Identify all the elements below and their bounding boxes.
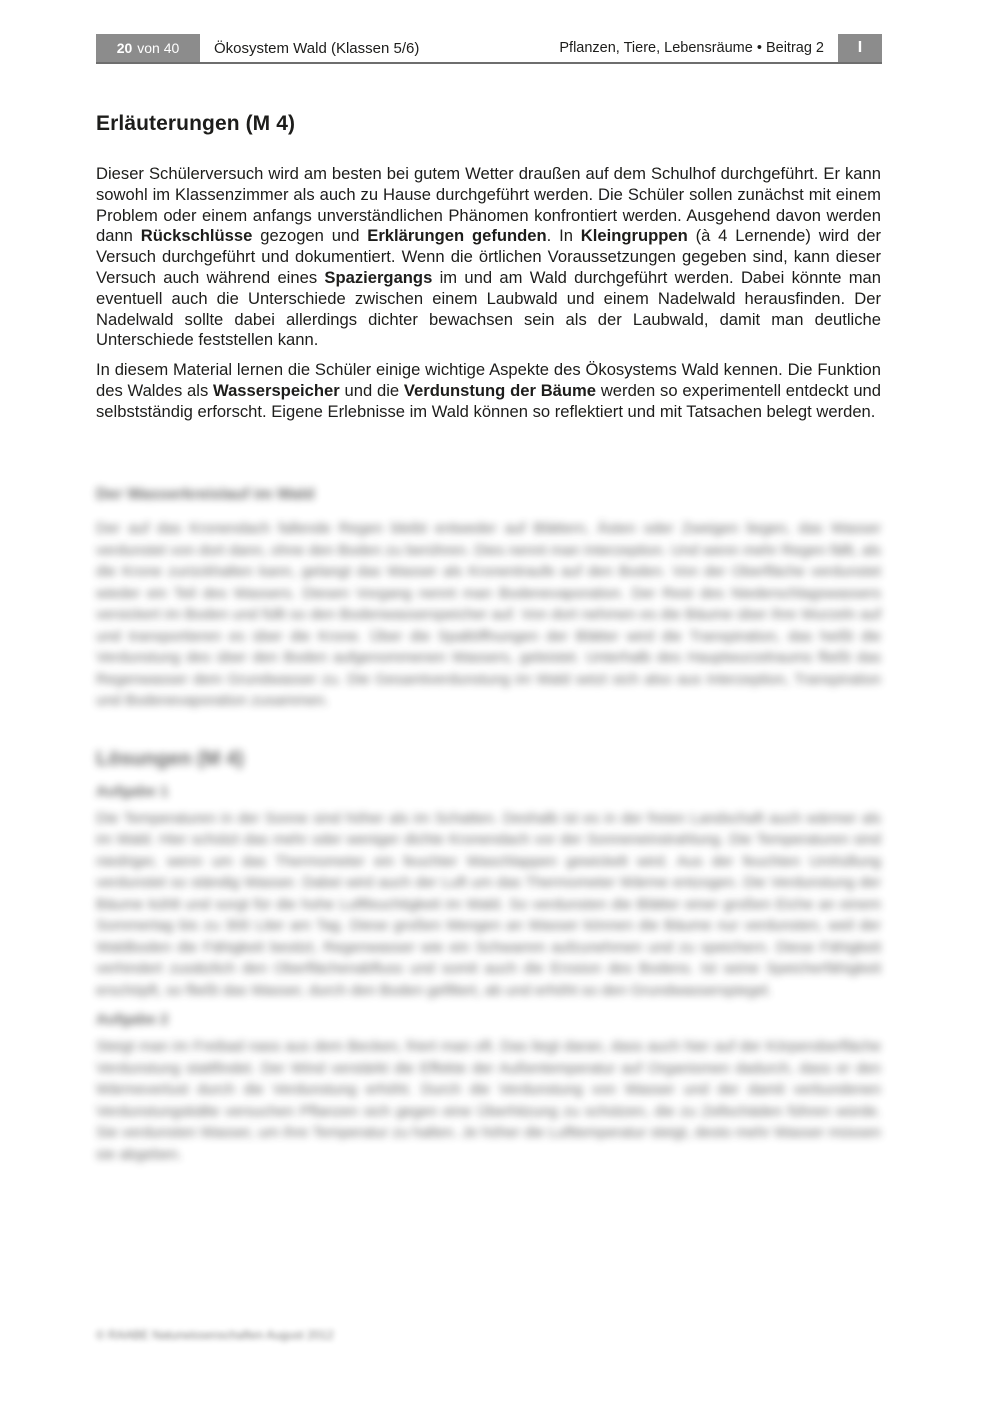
blurred-paragraph: Der auf das Kronendach fallende Regen bleibt entweder auf Blättern, Ästen oder Zweigen liegen, das Wasser verdunstet von dort dann, ohne den Boden zu berühren. Dies nennt man Interzeption. Und wenn mehr Regen fällt, als die Krone zurückhalten kann, gelangt das Wasser als Kronentraufe auf den Boden. Von der Oberfläche verdunstet wieder ein Teil des Wassers. Diesen Vorgang nennt man Bodenevaporation. Der Rest des Niederschlagswassers versickert im Boden und füllt so den Bodenwasserspeicher auf. Von dort nehmen es die Bäume über ihre Wurzeln auf und transportieren es über die Krone. Über die Spaltöffnungen der Blätter wird die Transpiration, das heißt die Verdunstung des über den Boden aufgenommenen Wassers, geleistet. Unterhalb des Hauptwurzelraums fließt das Regenwasser dem Grundwasser zu. Die Gesamtverdunstung im Wald setzt sich also aus Interzeption, Transpiration und Bodenevaporation zusammen. <box>96 520 881 709</box>
task-2-text: Steigt man im Freibad nass aus dem Becken, friert man oft. Das liegt daran, dass auch hier auf der Körperoberfläche Verdunstung stattfindet. Der Wind verstärkt die Effekte der Außentemperatur auf Organismen dadurch, dass er den Wärmeverlust durch die Verdunstung erhöht. Durch die Verdunstung von Wasser und der damit verbundenen Verdunstungskälte versuchen Pflanzen sich gegen eine Überhitzung zu schützen, die zu Zellschäden führen würde. Sie verdunsten Wasser, um ihre Temperatur zu halten. Je höher die Lufttemperatur steigt, desto mehr Wasser müssen sie abgeben. <box>96 1038 881 1163</box>
text-run: und die <box>339 380 404 400</box>
page-footer: © RAABE Naturwissenschaften August 2012 <box>96 1328 334 1342</box>
blurred-subheading: Der Wasserkreislauf im Wald <box>96 486 315 503</box>
paragraph-2 <box>96 360 881 422</box>
paragraph-1 <box>96 164 881 351</box>
page-total: von 40 <box>137 40 180 56</box>
text-run: werden so experimentell entdeckt und selbstständig erforscht. Eigene Erlebnisse im Wald können so reflektiert und mit Tatsachen belegt werden. <box>96 380 882 421</box>
task-1-text: Die Temperaturen in der Sonne sind höher als im Schatten. Deshalb ist es in der freien Landschaft auch wärmer als im Wald. Hier schützt das mehr oder weniger dichte Kronendach vor der Sonneneinstrahlung. Die Temperaturen sind niedriger, wenn um das Thermometer ein feuchter Waschlappen gewickelt wird. Aus der feuchten Umhüllung verdunstet so ständig Wasser. Dabei wird auch der Luft um das Thermometer Wärme entzogen. Die Verdunstung der Bäume kühlt und sorgt für die hohe Luftfeuchtigkeit im Wald. So verdunsten die Blätter einer großen Eiche an einem Sommertag bis zu 300 Liter am Tag. Diese großen Mengen an Wasser können die Bäume nur verdunsten, weil der Waldboden die Fähigkeit besitzt, Regenwasser wie ein Schwamm aufzunehmen und zu speichern. Diese Fähigkeit verhindert zusätzlich den Oberflächenabfluss und somit auch die Erosion des Bodens. Ist seine Speicherfähigkeit erschöpft, so fließt das Wasser, durch den Boden gefiltert, ab und erhöht so den Grundwasserspiegel. <box>96 809 881 999</box>
blurred-preview-region <box>96 480 881 1173</box>
section-title: Erläuterungen (M 4) <box>96 112 296 135</box>
bold-term: Kleingruppen <box>580 226 688 246</box>
bold-term: Verdunstung der Bäume <box>403 380 597 400</box>
text-run: gezogen und <box>252 226 368 246</box>
text-run: In diesem Material lernen die Schüler einige wichtige Aspekte des Ökosystems Wald kennen. Die Funktion des Waldes als <box>96 360 881 400</box>
series-label: Pflanzen, Tiere, Lebensräume • Beitrag 2 <box>559 40 824 56</box>
document-title: Ökosystem Wald (Klassen 5/6) <box>214 39 420 57</box>
task-1-heading: Aufgabe 1 <box>96 782 169 800</box>
text-run: (à 4 Lernende) wird der Versuch durchgeführt und dokumentiert. Wenn die örtlichen Voraussetzungen gegeben sind, kann dieser Versuch auch während eines <box>96 226 881 287</box>
page-current: 20 <box>116 40 133 56</box>
bold-term: Wasserspeicher <box>213 380 340 400</box>
solutions-title: Lösungen (M 4) <box>96 747 244 770</box>
page-header <box>96 34 882 64</box>
section-roman-numeral: I <box>838 34 882 62</box>
task-2-heading: Aufgabe 2 <box>96 1011 169 1028</box>
text-run: . In <box>546 226 581 246</box>
text-run: Dieser Schülerversuch wird am besten bei gutem Wetter draußen auf dem Schulhof durchgeführt. Er kann sowohl im Klassenzimmer als auch zu Hause durchgeführt werden. Die Schüler sollen zunächst mit einem Problem oder einem anfangs unverständlichen Phänomen konfrontiert werden. Ausgehend davon werden dann <box>96 164 881 246</box>
main-content <box>96 112 881 432</box>
bold-term: Rückschlüsse <box>140 226 253 246</box>
page-number-box <box>96 34 200 62</box>
bold-term: Spaziergangs <box>324 267 433 287</box>
text-run: im und am Wald durchgeführt werden. Dabei könnte man eventuell auch die Unterschiede zwischen einem Laubwald und einem Nadelwald herausfinden. Der Nadelwald sollte dabei allerdings dichter bewachsen sein als der Laubwald, damit man deutliche Unterschiede feststellen kann. <box>96 267 881 350</box>
bold-term: Erklärungen gefunden <box>367 226 547 246</box>
